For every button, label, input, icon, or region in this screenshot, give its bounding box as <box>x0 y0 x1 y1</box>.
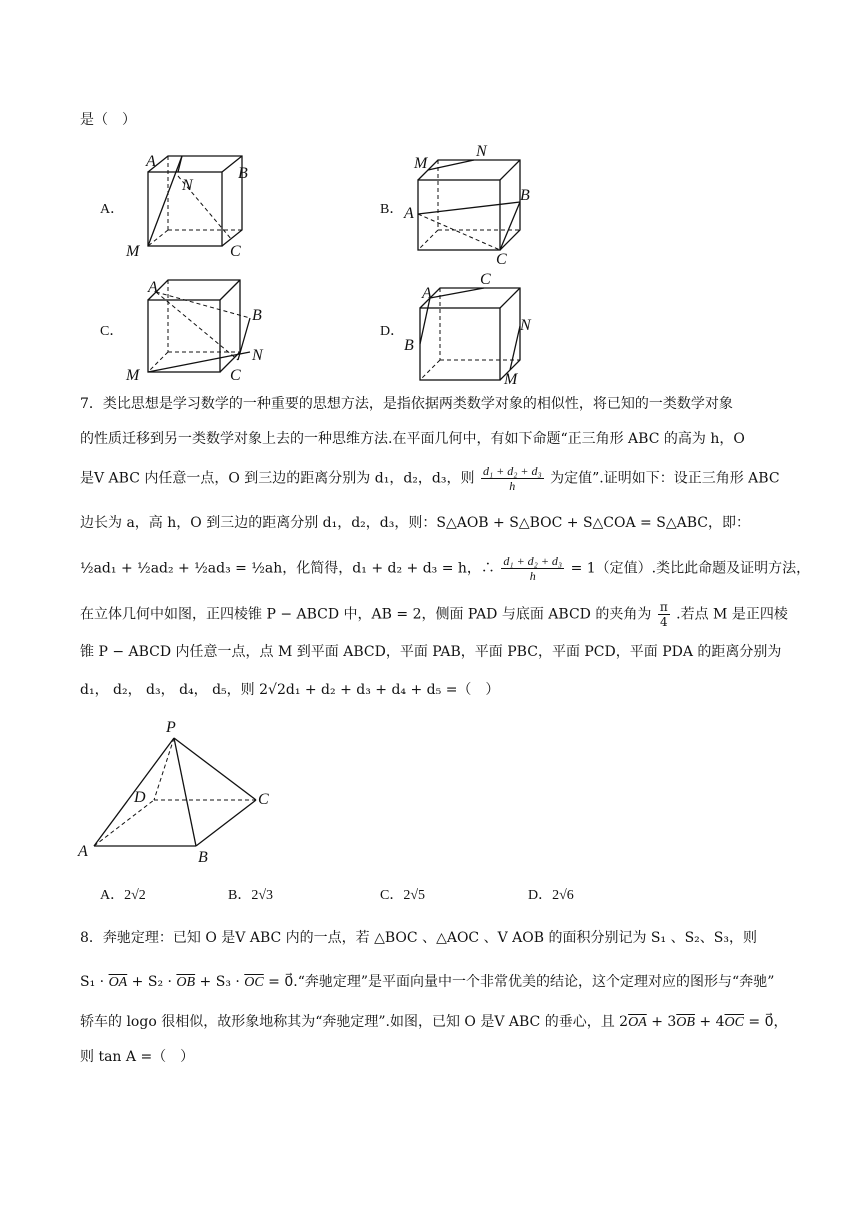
q7-line-6-b: .若点 M 是正四棱 <box>676 606 788 623</box>
point-label: N <box>182 177 193 194</box>
q7-line-5 <box>80 554 810 583</box>
q8-line-2: $S_1 \cdot \overline{OA} + S_2 \cdot \overline{OB} + S_3 \cdot \overline{OC}$ = 0⃗.“奔驰定理”是平面向量中一个非常优美的结论，这个定理对应的图形与“奔驰” <box>80 974 775 990</box>
q6-option-d-label: D． <box>380 324 405 339</box>
point-label: B <box>198 849 208 866</box>
point-label: A <box>422 285 432 302</box>
q7-line-2: 的性质迁移到另一类数学对象上去的一种思维方法.在平面几何中，有如下命题“正三角形 ABC 的高为 h，O <box>80 431 745 447</box>
q7-line-5-a: ½ad₁ + ½ad₂ + ½ad₃ = ½ah，化简得，d₁ + d₂ + d₃ = h，∴ <box>80 560 495 577</box>
point-label: C <box>258 791 269 808</box>
q7-line-1: 7．类比思想是学习数学的一种重要的思想方法，是指依据两类数学对象的相似性，将已知的一类数学对象 <box>80 396 733 412</box>
point-label: M <box>126 243 140 260</box>
q6-option-a-label: A． <box>100 202 125 217</box>
q7-line-6 <box>80 600 788 629</box>
q7-line-6-a: 在立体几何中如图，正四棱锥 P − ABCD 中，AB = 2，侧面 PAD 与底面 ABCD 的夹角为 <box>80 606 652 623</box>
q7-fraction-2: $\frac{\text{d₁ + d₂ + d₃}}{h}$ <box>503 554 563 583</box>
q7-line-5-b: = 1（定值）.类比此命题及证明方法， <box>570 560 811 577</box>
point-label: B <box>238 165 248 182</box>
q8-line-1: 8．奔驰定理：已知 O 是V ABC 内的一点，若 △BOC 、△AOC 、V AOB 的面积分别记为 S₁ 、S₂、S₃，则 <box>80 930 757 946</box>
point-label: M <box>126 367 140 384</box>
q7-choice-c: C．2√5 <box>380 888 426 903</box>
q8-line-4: 则 tan A =（ ） <box>80 1049 195 1065</box>
point-label: N <box>520 317 531 334</box>
point-label: M <box>414 155 428 172</box>
q6-option-b-cube-figure <box>400 144 540 264</box>
q6-option-d-cube-figure <box>400 268 550 388</box>
q7-fraction-1: $\frac{\text{d₁ + d₂ + d₃}}{h}$ <box>482 464 542 493</box>
q7-fraction-3: $\frac{\pi}{4}$ <box>659 600 668 629</box>
q7-line-3-a: 是V ABC 内任意一点，O 到三边的距离分别为 d₁，d₂，d₃，则 <box>80 470 475 487</box>
point-label: C <box>496 251 507 264</box>
pyramid-figure <box>70 716 290 866</box>
q7-choice-b: B．2√3 <box>228 888 274 903</box>
q7-line-8: d₁， d₂， d₃， d₄， d₅，则 2√2d₁ + d₂ + d₃ + d₄ + d₅ =（ ） <box>80 682 500 698</box>
point-label: C <box>230 367 241 384</box>
q6-stem-tail: 是（ ） <box>80 112 136 128</box>
point-label: D <box>134 789 146 806</box>
point-label: N <box>476 144 487 160</box>
point-label: C <box>480 271 491 288</box>
q7-line-4: 边长为 a，高 h，O 到三边的距离分别 d₁，d₂，d₃，则：S△AOB + S△BOC + S△COA = S△ABC，即： <box>80 515 750 531</box>
q7-choice-a: A．2√2 <box>100 888 146 903</box>
point-label: B <box>252 307 262 324</box>
point-label: A <box>78 843 88 860</box>
point-label: N <box>252 347 263 364</box>
point-label: A <box>146 153 156 170</box>
point-label: C <box>230 243 241 260</box>
q7-line-7: 锥 P − ABCD 内任意一点，点 M 到平面 ABCD，平面 PAB，平面 PBC，平面 PCD，平面 PDA 的距离分别为 <box>80 644 782 660</box>
point-label: A <box>148 279 158 296</box>
q6-option-a-cube-figure <box>120 148 260 260</box>
q7-line-3-b: 为定值”.证明如下：设正三角形 ABC <box>550 470 780 487</box>
q8-line-3: 轿车的 logo 很相似，故形象地称其为“奔驰定理”.如图，已知 O 是V ABC 的垂心，且 $2\overline{OA} + 3\overline{OB} + 4\overline{OC}$ = 0⃗， <box>80 1014 788 1030</box>
q6-option-c-cube-figure <box>120 268 270 384</box>
point-label: B <box>520 187 530 204</box>
point-label: M <box>504 371 518 388</box>
q7-choice-d: D．2√6 <box>528 888 574 903</box>
point-label: P <box>166 719 176 736</box>
point-label: A <box>404 205 414 222</box>
point-label: B <box>404 337 414 354</box>
q6-option-b-label: B． <box>380 202 404 217</box>
q7-line-3 <box>80 464 780 493</box>
q6-option-c-label: C． <box>100 324 124 339</box>
